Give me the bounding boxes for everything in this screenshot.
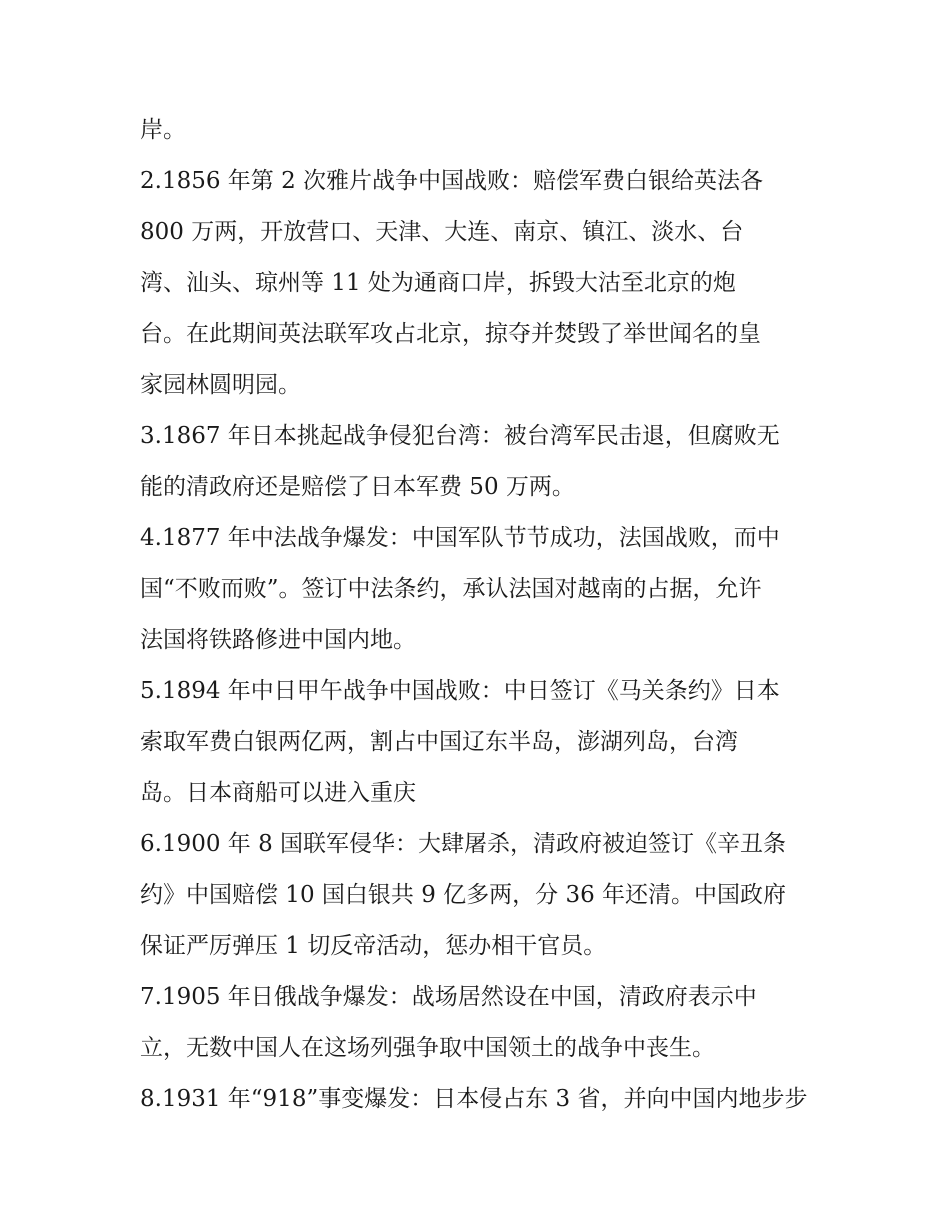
text-line: 岛。日本商船可以进入重庆 <box>140 780 416 806</box>
text-line: 8.1931 年“918”事变爆发：日本侵占东 3 省，并向中国内地步步 <box>140 1086 808 1112</box>
text-line: 湾、汕头、琼州等 11 处为通商口岸，拆毁大沽至北京的炮 <box>140 270 736 296</box>
text-line: 2.1856 年第 2 次雅片战争中国战败：赔偿军费白银给英法各 <box>140 168 764 194</box>
text-line: 6.1900 年 8 国联军侵华：大肆屠杀，清政府被迫签订《辛丑条 <box>140 831 787 857</box>
text-line: 家园林圆明园。 <box>140 372 301 398</box>
text-line: 800 万两，开放营口、天津、大连、南京、镇江、淡水、台 <box>140 219 744 245</box>
text-line: 台。在此期间英法联军攻占北京，掠夺并焚毁了举世闻名的皇 <box>140 321 761 347</box>
text-line: 5.1894 年中日甲午战争中国战败：中日签订《马关条约》日本 <box>140 678 780 704</box>
text-line: 保证严厉弹压 1 切反帝活动，惩办相干官员。 <box>140 933 607 959</box>
text-line: 岸。 <box>140 117 186 143</box>
text-line: 约》中国赔偿 10 国白银共 9 亿多两，分 36 年还清。中国政府 <box>140 882 787 908</box>
text-line: 能的清政府还是赔偿了日本军费 50 万两。 <box>140 474 575 500</box>
text-line: 7.1905 年日俄战争爆发：战场居然设在中国，清政府表示中 <box>140 984 757 1010</box>
text-line: 立，无数中国人在这场列强争取中国领土的战争中丧生。 <box>140 1035 715 1061</box>
text-line: 法国将铁路修进中国内地。 <box>140 627 416 653</box>
text-line: 3.1867 年日本挑起战争侵犯台湾：被台湾军民击退，但腐败无 <box>140 423 780 449</box>
text-line: 4.1877 年中法战争爆发：中国军队节节成功，法国战败，而中 <box>140 525 780 551</box>
text-line: 国“不败而败”。签订中法条约，承认法国对越南的占据，允许 <box>140 576 762 602</box>
text-line: 索取军费白银两亿两，割占中国辽东半岛，澎湖列岛，台湾 <box>140 729 738 755</box>
document-body <box>140 105 820 1125</box>
